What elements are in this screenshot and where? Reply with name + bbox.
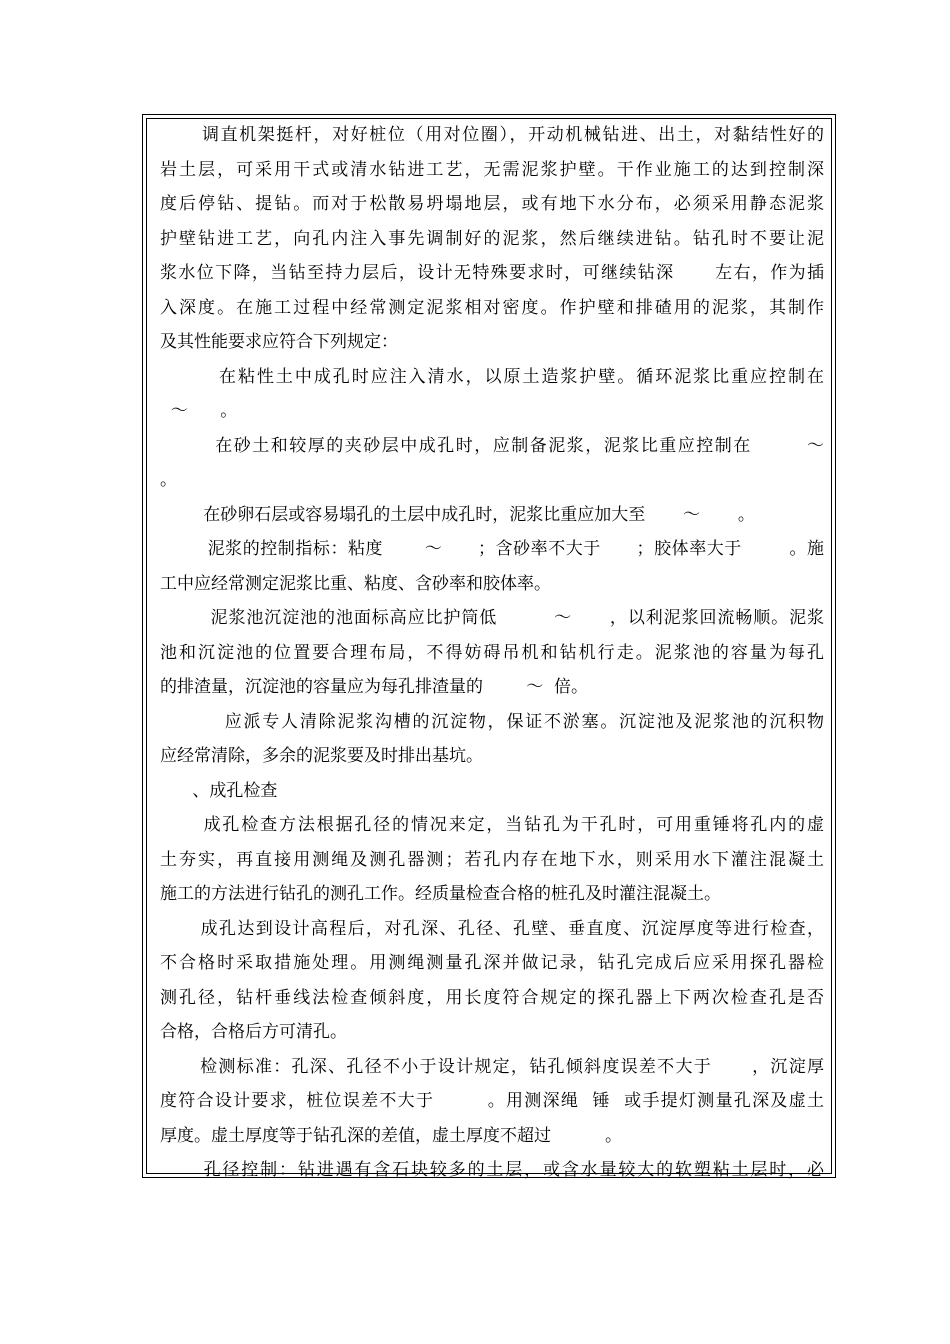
- text-line: 的排渣量，沉淀池的容量应为每孔排渣量的 ～ 倍。: [160, 677, 589, 697]
- text-line: 泥浆池沉淀池的池面标高应比护筒低 ～ ，以利泥浆回流畅顺。泥浆: [160, 608, 824, 628]
- text-line: 应经常清除，多余的泥浆要及时排出基坑。: [160, 746, 483, 766]
- text-line: 。: [160, 470, 177, 490]
- text-line: 厚度。虚土厚度等于钻孔深的差值，虚土厚度不超过 。: [160, 1125, 623, 1146]
- text-line: 测孔径，钻杆垂线法检查倾斜度，用长度符合规定的探孔器上下两次检查孔是否: [160, 987, 824, 1008]
- document-body: [160, 118, 824, 1188]
- text-line: 浆水位下降，当钻至持力层后，设计无特殊要求时，可继续钻深 左右，作为插: [160, 263, 824, 283]
- text-line: 工中应经常测定泥浆比重、粘度、含砂率和胶体率。: [160, 573, 551, 594]
- text-line: 池和沉淀池的位置要合理布局，不得妨碍吊机和钻机行走。泥浆池的容量为每孔: [160, 642, 824, 663]
- text-line: 成孔达到设计高程后，对孔深、孔径、孔壁、垂直度、沉淀厚度等进行检查，: [160, 918, 824, 939]
- text-line: 合格，合格后方可清孔。: [160, 1022, 347, 1042]
- text-line: 应派专人清除泥浆沟槽的沉淀物，保证不淤塞。沉淀池及泥浆池的沉积物: [160, 711, 824, 732]
- text-line: 及其性能要求应符合下列规定：: [160, 332, 398, 352]
- section-heading: 、成孔检查: [160, 780, 278, 801]
- text-line: 泥浆的控制指标：粘度 ～ ；含砂率不大于 ；胶体率大于 。施: [160, 539, 824, 559]
- text-line: 在砂土和较厚的夹砂层中成孔时，应制备泥浆，泥浆比重应控制在 ～: [160, 435, 824, 456]
- text-line: 护壁钻进工艺，向孔内注入事先调制好的泥浆，然后继续进钻。钻孔时不要让泥: [160, 228, 824, 249]
- text-line: 在粘性土中成孔时应注入清水，以原土造浆护壁。循环泥浆比重应控制在: [160, 366, 824, 387]
- text-line: 成孔检查方法根据孔径的情况来定，当钻孔为干孔时，可用重锤将孔内的虚: [160, 815, 824, 835]
- text-line: 入深度。在施工过程中经常测定泥浆相对密度。作护壁和排碴用的泥浆，其制作: [160, 297, 824, 318]
- text-line: 检测标准：孔深、孔径不小于设计规定，钻孔倾斜度误差不大于 ，沉淀厚: [160, 1056, 824, 1077]
- text-line: 度符合设计要求，桩位误差不大于 。用测深绳 锤 或手提灯测量孔深及虚土: [160, 1091, 824, 1111]
- text-line: 度后停钻、提钻。而对于松散易坍塌地层，或有地下水分布，必须采用静态泥浆: [160, 194, 824, 214]
- text-line: 施工的方法进行钻孔的测孔工作。经质量检查合格的桩孔及时灌注混凝土。: [160, 884, 721, 904]
- text-line: 孔径控制：钻进遇有含石块较多的土层，或含水量较大的软塑粘土层时，必: [160, 1160, 824, 1180]
- text-line: 在砂卵石层或容易塌孔的土层中成孔时，泥浆比重应加大至 ～ 。: [160, 504, 755, 525]
- text-line: ～ 。: [160, 401, 238, 421]
- text-line: 岩土层，可采用干式或清水钻进工艺，无需泥浆护壁。干作业施工的达到控制深: [160, 159, 824, 180]
- text-line: 不合格时采取措施处理。用测绳测量孔深并做记录，钻孔完成后应采用探孔器检: [160, 953, 824, 973]
- text-line: 调直机架挺杆，对好桩位（用对位圈），开动机械钻进、出土，对黏结性好的: [160, 125, 824, 145]
- text-line: 土夯实，再直接用测绳及测孔器测；若孔内存在地下水，则采用水下灌注混凝土: [160, 849, 824, 870]
